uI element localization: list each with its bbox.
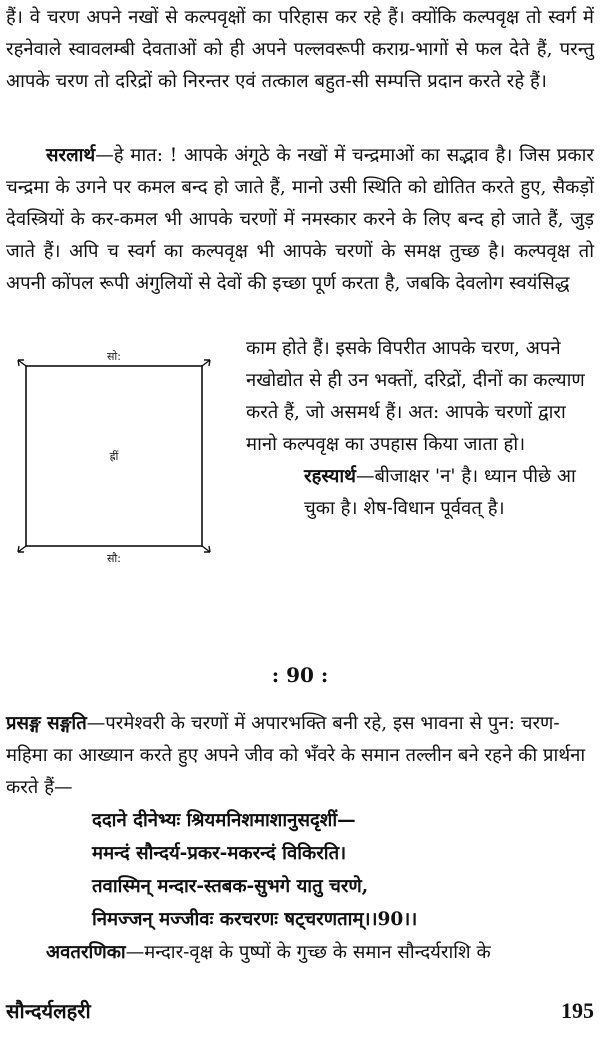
avataranika-text: —मन्दार-वृक्ष के पुष्पों के गुच्छ के समान सौन्दर्यराशि के: [125, 942, 491, 963]
diagram-top-label: सो:: [107, 350, 121, 363]
side-paragraph: [246, 333, 596, 525]
verse-line: ददाने दीनेभ्यः श्रियमनिशमाशानुसदृशीं—: [92, 810, 356, 831]
intro-paragraph: हैं। वे चरण अपने नखों से कल्पवृक्षों का परिहास कर रहे हैं। क्योंकि कल्पवृक्ष तो स्वर्ग में रहनेवाले स्वावलम्बी देवताओं को ही अपने पल्लवरूपी कराग्र-भागों से फल देते हैं, परन्तु आपके चरण तो दरिद्रों को निरन्तर एवं तत्काल बहुत-सी सम्पत्ति प्रदान करते रहे हैं।: [6, 7, 594, 92]
diagram-bottom-label: सौ:: [107, 552, 121, 565]
sanskrit-verse: [92, 804, 572, 936]
avataranika-term: अवतरणिका: [46, 942, 126, 963]
verse-number: : 90 :: [271, 663, 329, 687]
footer-page-number: 195: [561, 998, 594, 1023]
prasang-term: प्रसङ्ग सङ्गति: [6, 713, 87, 734]
yantra-diagram: [14, 348, 214, 570]
rahasyarth-text: —बीजाक्षर 'न' है। ध्यान पीछे आ चुका है। शेष-विधान पूर्ववत् है।: [304, 466, 576, 519]
saralarth-text: —हे मात: ! आपके अंगूठे के नखों में चन्द्रमाओं का सद्भाव है। जिस प्रकार चन्द्रमा के उगने पर कमल बन्द हो जाते हैं, मानो उसी स्थिति को द्योतित करते हुए, सैकड़ों देवस्त्रियों के कर-कमल भी आपके चरणों में नमस्कार करने के लिए बन्द हो जाते हैं, जुड़ जाते हैं। अपि च स्वर्ग का कल्पवृक्ष भी आपके चरणों के समक्ष तुच्छ है। कल्पवृक्ष तो अपनी कोंपल रूपी अंगुलियों से देवों की इच्छा पूर्ण करता है, जबकि देवलोग स्वयंसिद्ध: [6, 145, 594, 294]
rahasyarth-term: रहस्यार्थ: [304, 466, 356, 487]
rahasyarth-paragraph: [246, 461, 596, 525]
verse-line: ममन्दं सौन्दर्य-प्रकर-मकरन्दं विकिरति।: [92, 843, 347, 864]
side-text: काम होते हैं। इसके विपरीत आपके चरण, अपने नखोद्योत से ही उन भक्तों, दरिद्रों, दीनों का कल्याण करते हैं, जो असमर्थ हैं। अत: आपके चरणों द्वारा मानो कल्पवृक्ष का उपहास किया जाता हो।: [246, 338, 585, 455]
saralarth-paragraph: [6, 140, 594, 300]
verse-line: निमज्जन् मज्जीवः करचरणः षट्चरणताम्।।90।।: [92, 909, 418, 930]
verse-line: तवास्मिन् मन्दार-स्तबक-सुभगे यातु चरणे,: [92, 876, 369, 897]
avataranika-paragraph: [46, 937, 596, 969]
saralarth-term: सरलार्थ: [46, 145, 96, 166]
prasang-paragraph: [6, 708, 594, 804]
footer-book-title: सौन्दर्यलहरी: [6, 999, 91, 1023]
diagram-center-label: ह्रीं: [109, 450, 119, 463]
prasang-text: —परमेश्वरी के चरणों में अपारभक्ति बनी रहे, इस भावना से पुन: चरण-महिमा का आख्यान करते हुए अपने जीव को भँवरे के समान तल्लीन बने रहने की प्रार्थना करते हैं—: [6, 713, 586, 798]
yantra-square-svg: [14, 348, 214, 570]
